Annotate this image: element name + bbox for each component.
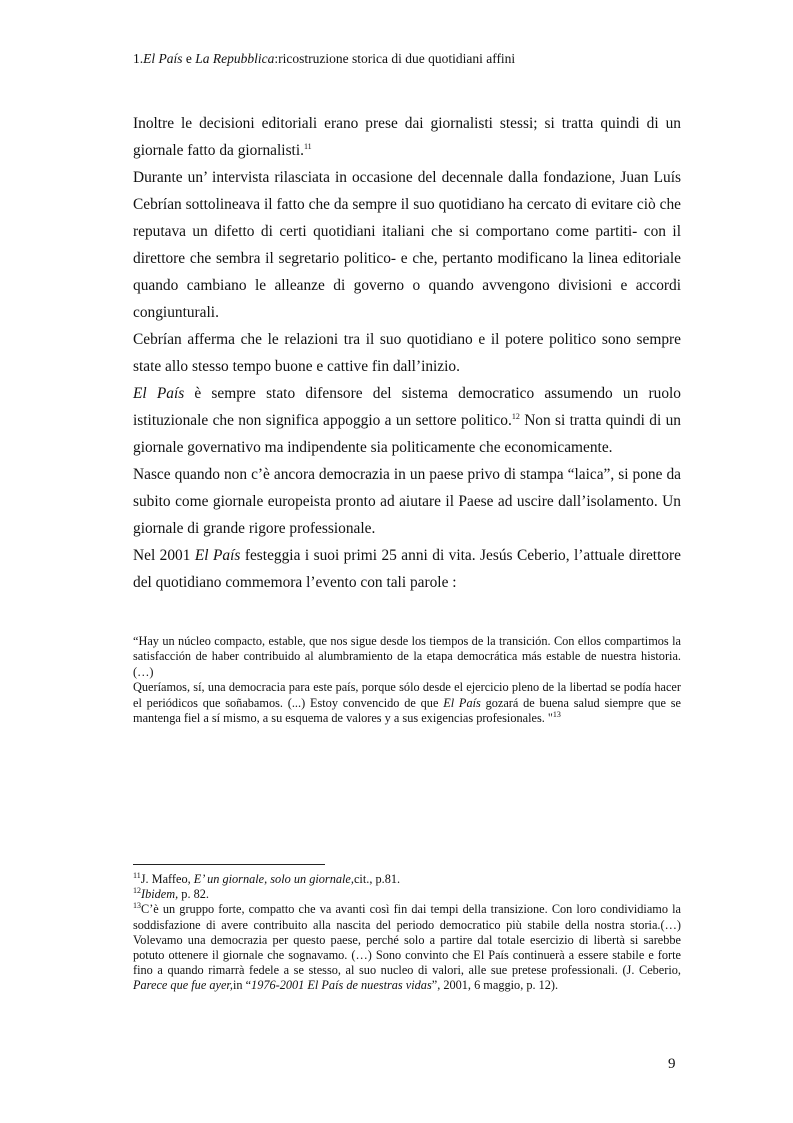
- page-number: 9: [668, 1056, 676, 1072]
- header-title-elpais: El País: [143, 51, 183, 66]
- quote-paragraph-2: Queríamos, sí, una democracia para este país, porque sólo desde el ejercicio pleno de la libertad se podía hacer el periódicos que soñabamos. (...) Estoy convencido de que El País gozará de buena salud siempre que se mantenga fiel a sí mismo, a su esquema de valores y a sus exigencias profesionales. "$^{13}$: [133, 680, 681, 726]
- footnote-12: $^{12}$Ibidem, p. 82.: [133, 886, 209, 902]
- running-header: [133, 50, 693, 68]
- header-subtitle: :ricostruzione storica di due quotidiani affini: [274, 51, 516, 66]
- main-text: [133, 110, 681, 596]
- paragraph-1: Inoltre le decisioni editoriali erano prese dai giornalisti stessi; si tratta quindi di un giornale fatto da giornalisti.$^{11}$: [133, 115, 681, 159]
- paragraph-5: Nasce quando non c’è ancora democrazia in un paese privo di stampa “laica”, si pone da subito come giornale europeista pronto ad aiutare il Paese ad uscire dall’isolamento. Un giornale di grande rigore professionale.: [133, 466, 681, 537]
- paragraph-6: Nel 2001 El País festeggia i suoi primi 25 anni di vita. Jesús Ceberio, l’attuale direttore del quotidiano commemora l’evento con tali parole :: [133, 547, 682, 591]
- footnote-13: $^{13}$C’è un gruppo forte, compatto che va avanti così fin dai tempi della transizione. Con loro condividiamo la soddisfazione di avere contribuito alla nascita del periodo democratico più stabile della nostra storia.(…) Volevamo una democrazia per questo paese, perché solo a partire dal totale esercizio di libertà si sarebbe potuto ottenere il giornale che sognavamo. (…) Sono convinto che El País continuerà a essere stabile e forte fino a quando rimarrà fedele a se stesso, al suo nucleo di valori, alle sue pretese professionali. (J. Ceberio, Parece que fue ayer,in “1976-2001 El País de nuestras vidas”, 2001, 6 maggio, p. 12).: [133, 901, 681, 993]
- paragraph-3: Cebrían afferma che le relazioni tra il suo quotidiano e il potere politico sono sempre state allo stesso tempo buone e cattive fin dall’inizio.: [133, 331, 681, 375]
- header-connector: e: [182, 51, 196, 66]
- footnote-ref-11[interactable]: 11: [303, 141, 312, 151]
- footnotes: [133, 872, 681, 994]
- quote-paragraph-1: “Hay un núcleo compacto, estable, que nos sigue desde los tiempos de la transición. Con ellos compartimos la satisfacción de haber contribuido al alumbramiento de la etapa democrática más estable de nuestra historia. (…): [133, 634, 681, 679]
- paragraph-4: El País è sempre stato difensore del sistema democratico assumendo un ruolo istituzionale che non significa appoggio a un settore politico.$^{12}$ Non si tratta quindi di un giornale governativo ma indipendente sia politicamente che economicamente.: [133, 385, 682, 456]
- header-title-repubblica: La Repubblica: [195, 51, 275, 66]
- paragraph-2: Durante un’ intervista rilasciata in occasione del decennale dalla fondazione, Juan Luís Cebrían sottolineava il fatto che da sempre il suo quotidiano ha cercato di evitare ciò che reputava un difetto di certi quotidiani italiani che si comportano come partiti- con il direttore che sembra il segretario politico- e che, pertanto modificano la linea editoriale quando cambiano le alleanze di governo o quando avvengono divisioni e accordi congiunturali.: [133, 169, 681, 321]
- block-quote: [133, 634, 681, 726]
- footnote-11: $^{11}$J. Maffeo, E’ un giornale, solo un giornale,cit., p.81.: [133, 870, 401, 886]
- header-number: 1.: [133, 51, 144, 66]
- footnote-divider: [133, 864, 325, 865]
- footnote-ref-13[interactable]: 13: [552, 709, 561, 719]
- footnote-ref-12[interactable]: 12: [511, 411, 520, 421]
